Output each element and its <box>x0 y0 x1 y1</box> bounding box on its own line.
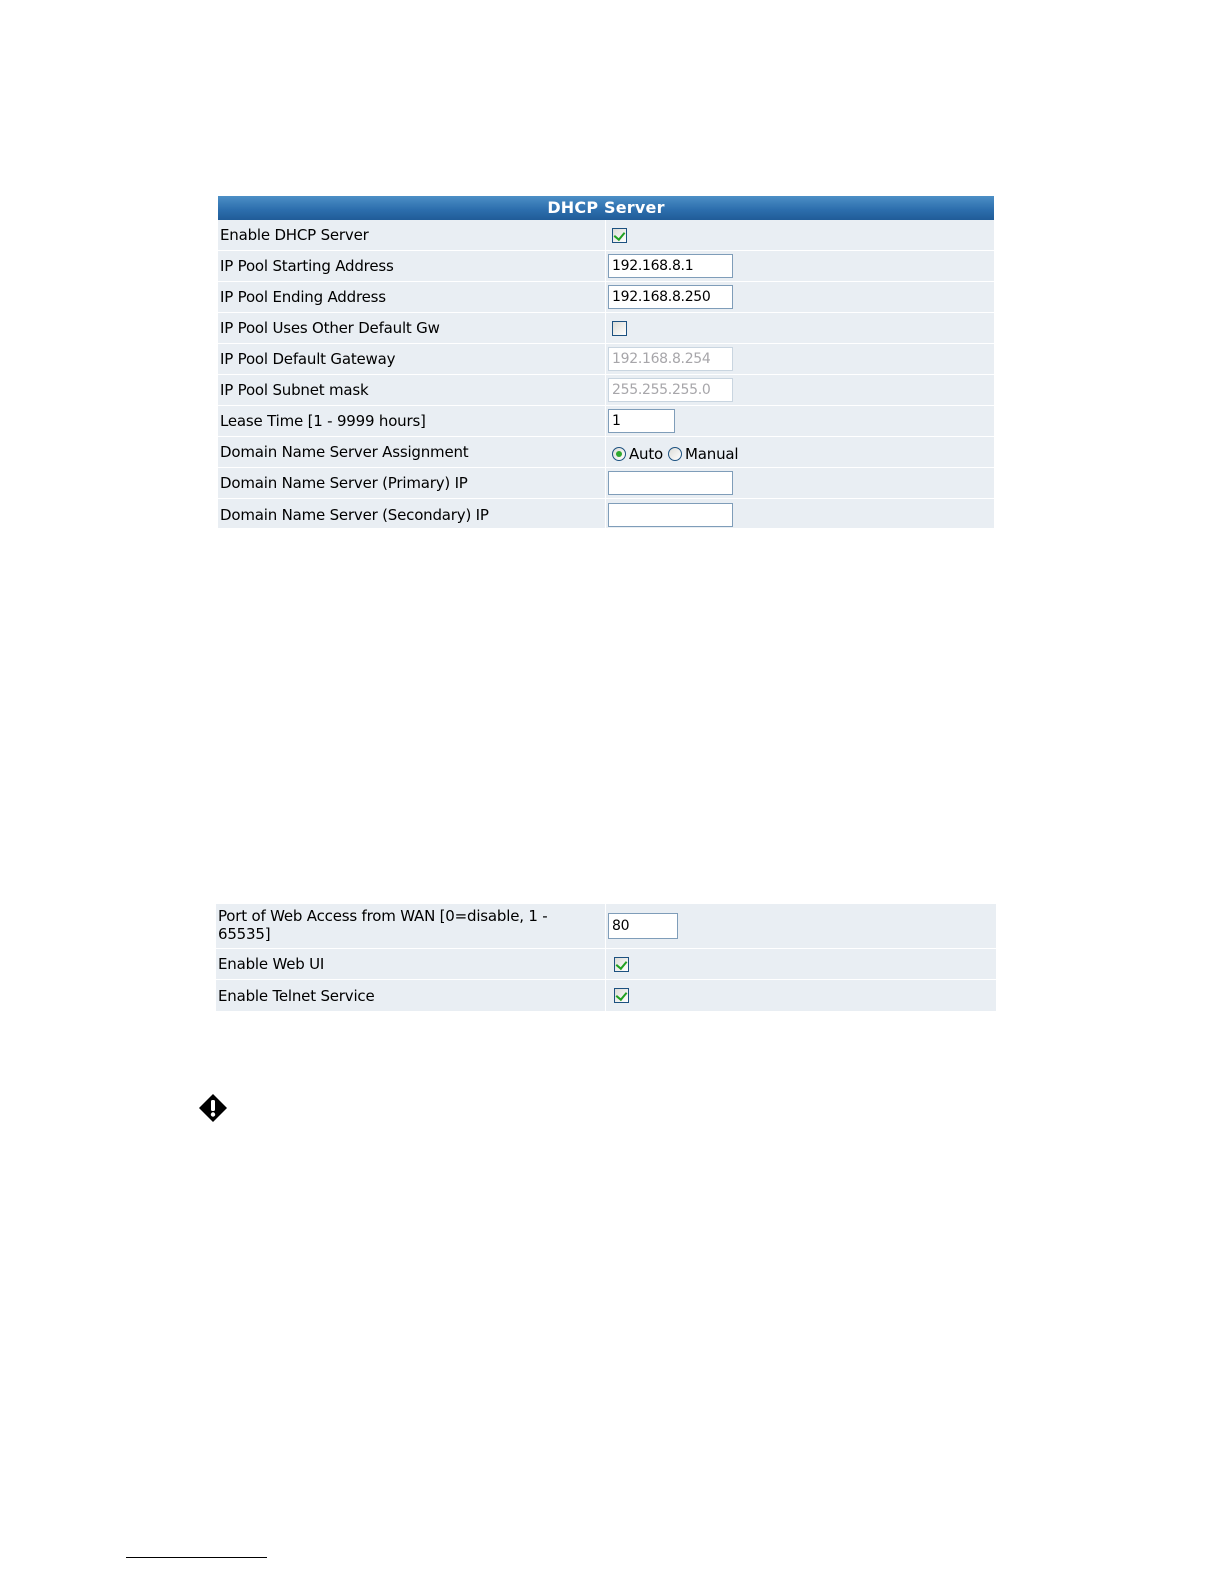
row-pool-start <box>218 251 994 282</box>
web-access-panel <box>216 904 996 1011</box>
row-default-gateway <box>218 344 994 375</box>
telnet-checkbox[interactable] <box>614 988 629 1003</box>
row-dns-secondary <box>218 499 994 530</box>
web-port-input[interactable] <box>608 913 678 939</box>
row-lease-time <box>218 406 994 437</box>
subnet-mask-input <box>608 378 733 402</box>
dns-assignment-label: Domain Name Server Assignment <box>218 437 606 467</box>
row-web-port <box>216 904 996 949</box>
dns-manual-radio[interactable] <box>668 447 682 461</box>
dns-auto-label[interactable]: Auto <box>629 444 664 463</box>
dhcp-server-title: DHCP Server <box>218 196 994 220</box>
subnet-mask-label: IP Pool Subnet mask <box>218 375 606 405</box>
web-port-label-line1: Port of Web Access from WAN [0=disable, 1 - <box>218 907 548 925</box>
dns-primary-input[interactable] <box>608 471 733 495</box>
dns-secondary-input[interactable] <box>608 503 733 527</box>
dns-secondary-label: Domain Name Server (Secondary) IP <box>218 499 606 530</box>
web-ui-label: Enable Web UI <box>216 949 606 979</box>
lease-time-input[interactable] <box>608 409 675 433</box>
dns-primary-label: Domain Name Server (Primary) IP <box>218 468 606 498</box>
default-gateway-input <box>608 347 733 371</box>
other-gw-label: IP Pool Uses Other Default Gw <box>218 313 606 343</box>
web-ui-checkbox[interactable] <box>614 957 629 972</box>
row-dns-primary <box>218 468 994 499</box>
enable-dhcp-label: Enable DHCP Server <box>218 220 606 250</box>
warning-diamond-icon <box>198 1093 228 1123</box>
pool-start-label: IP Pool Starting Address <box>218 251 606 281</box>
dns-manual-label[interactable]: Manual <box>685 444 739 463</box>
lease-time-label: Lease Time [1 - 9999 hours] <box>218 406 606 436</box>
row-enable-dhcp <box>218 220 994 251</box>
footnote-divider <box>126 1557 267 1558</box>
web-port-label <box>216 904 606 948</box>
row-dns-assignment <box>218 437 994 468</box>
row-subnet-mask <box>218 375 994 406</box>
telnet-label: Enable Telnet Service <box>216 980 606 1011</box>
dns-auto-radio[interactable] <box>612 447 626 461</box>
enable-dhcp-checkbox[interactable] <box>612 228 627 243</box>
row-telnet <box>216 980 996 1011</box>
row-web-ui <box>216 949 996 980</box>
row-other-gw <box>218 313 994 344</box>
dhcp-server-panel <box>218 196 994 528</box>
default-gateway-label: IP Pool Default Gateway <box>218 344 606 374</box>
pool-end-input[interactable] <box>608 285 733 309</box>
dns-assignment-radio-group <box>612 445 743 463</box>
pool-end-label: IP Pool Ending Address <box>218 282 606 312</box>
web-port-label-line2: 65535] <box>218 925 271 943</box>
row-pool-end <box>218 282 994 313</box>
pool-start-input[interactable] <box>608 254 733 278</box>
other-gw-checkbox[interactable] <box>612 321 627 336</box>
